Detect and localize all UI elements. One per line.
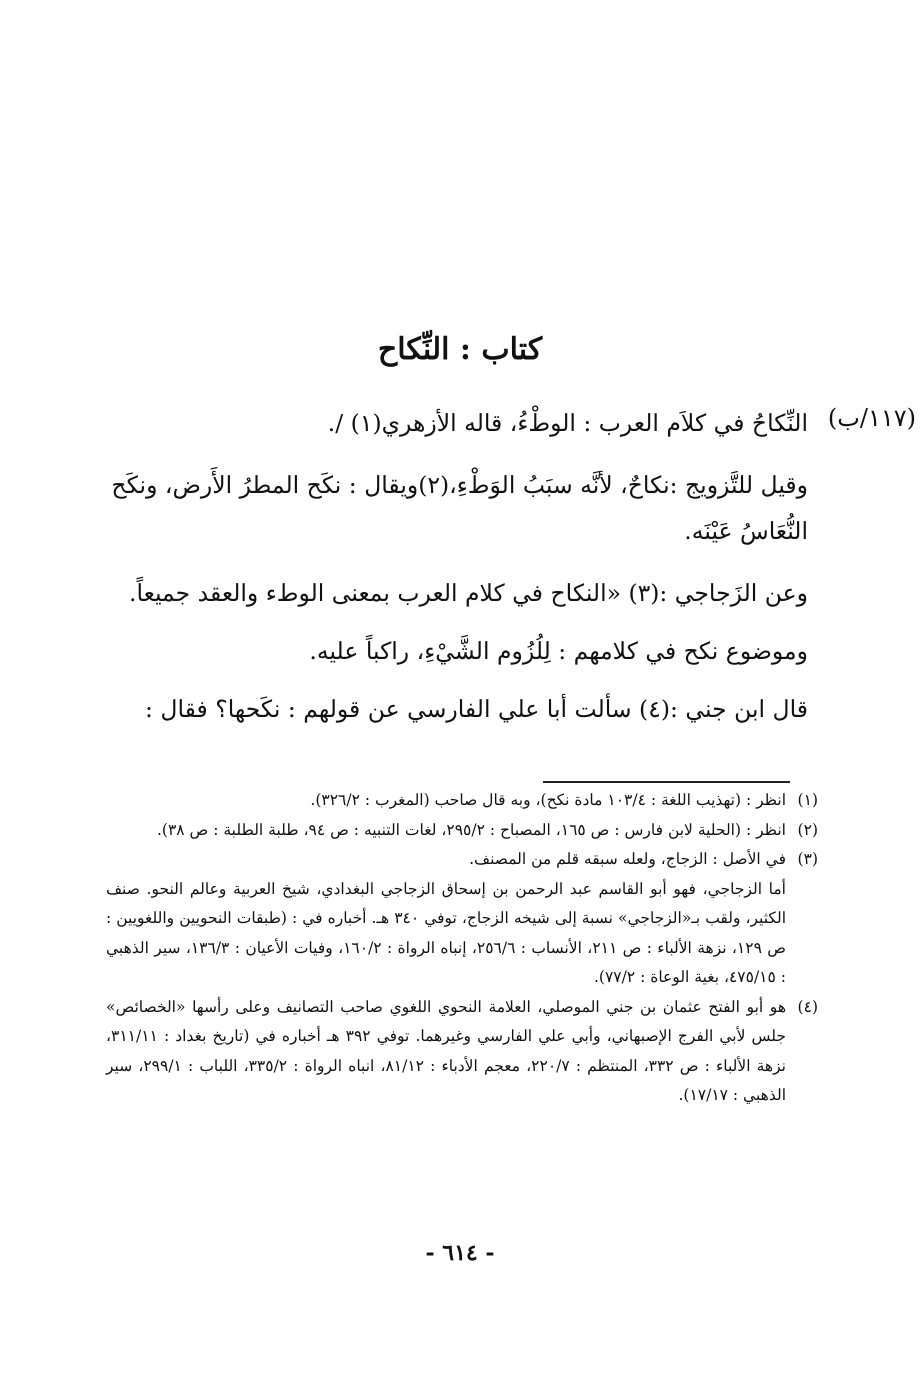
footnote-text: انظر : (تهذيب اللغة : ١٠٣/٤ مادة نكح)، وبه قال صاحب (المغرب : ٣٢٦/٢). <box>310 791 786 809</box>
paragraph: وموضوع نكح في كلامهم : لِلُزُوم الشَّيْءِ، راكباً عليه. <box>309 637 808 665</box>
footnote <box>106 816 818 846</box>
margin-folio-note: (١١٧/ب) <box>827 404 916 432</box>
paragraph: قال ابن جني :(٤) سألت أبا علي الفارسي عن قولهم : نكَحها؟ فقال : <box>145 695 808 723</box>
paragraph: النِّكاحُ في كلاَم العرب : الوطْءُ، قاله الأزهري(١) /. <box>327 409 808 437</box>
footnote-text: هو أبو الفتح عثمان بن جني الموصلي، العلامة النحوي اللغوي صاحب التصانيف وعلى رأسها «الخصائص» جلس لأبي الفرج الإصبهاني، وأبي علي الفارسي وغيرهما. توفي ٣٩٢ هـ أخباره في (تاريخ بغداد : ٣١١/١١، نزهة الألباء : ص ٣٣٢، المنتظم : ٢٢٠/٧، معجم الأدباء : ٨١/١٢، انباه الرواة : ٣٣٥/٢، اللباب : ٢٩٩/١، سير الذهبي : ١٧/١٧). <box>106 997 786 1104</box>
footnote-text: في الأصل : الزجاج، ولعله سبقه قلم من المصنف. <box>469 850 786 868</box>
footnote-number: (٣) <box>797 850 818 868</box>
footnote <box>106 993 818 1111</box>
page-number: - ٦١٤ - <box>425 1240 495 1266</box>
footnote-number: (٢) <box>797 820 818 839</box>
footnote <box>106 786 818 816</box>
footnotes <box>106 786 818 1111</box>
footnote-number: (٤) <box>797 997 818 1016</box>
footnote <box>106 845 818 993</box>
paragraph: وقيل للتَّزويج :نكاحٌ، لأنَّه سبَبُ الوَطْءِ،(٢)ويقال : نكَح المطرُ الأَرض، ونكَح النُّعَاسُ عَيْنَه. <box>111 471 808 545</box>
paragraph: وعن الزَجاجي :(٣) «النكاح في كلام العرب بمعنى الوطء والعقد جميعاً. <box>129 579 808 607</box>
footnote-text: أما الزجاجي، فهو أبو القاسم عبد الرحمن بن إسحاق الزجاجي البغدادي، شيخ العربية وعالم النحو. صنف الكثير، ولقب بـ«الزجاجي» نسبة إلى شيخه الزجاج، توفي ٣٤٠ هـ. أخباره في : (طبقات النحويين واللغويين : ص ١٢٩، نزهة الألباء : ص ٢١١، الأنساب : ٢٥٦/٦، إنباه الرواة : ١٦٠/٢، وفيات الأعيان : ١٣٦/٣، سير الذهبي : ٤٧٥/١٥، بغية الوعاة : ٧٧/٢). <box>106 879 786 986</box>
footnote-text: انظر : (الحلية لابن فارس : ص ١٦٥، المصباح : ٢٩٥/٢، لغات التنبيه : ص ٩٤، طلبة الطلبة : ص ٣٨). <box>156 820 786 839</box>
footnote-separator <box>543 781 790 783</box>
chapter-title: كتاب : النِّكاح <box>377 332 543 367</box>
main-text <box>108 400 808 732</box>
footnote-number: (١) <box>797 791 818 809</box>
